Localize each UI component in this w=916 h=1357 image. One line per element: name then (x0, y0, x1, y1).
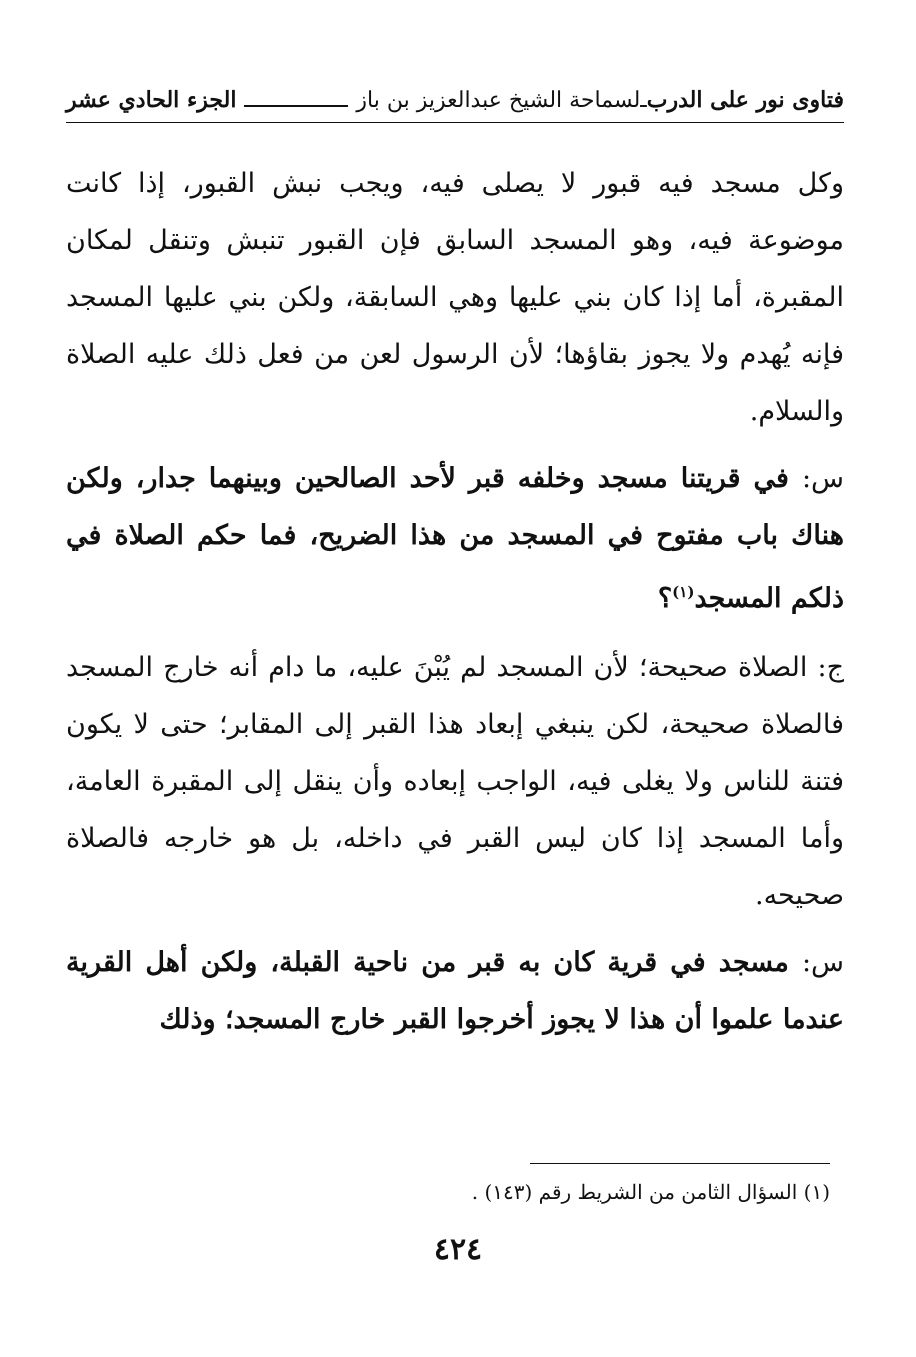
header-book-title: فتاوى نور على الدرب (646, 87, 844, 113)
question-1-text: في قريتنا مسجد وخلفه قبر لأحد الصالحين وبينهما جدار، ولكن هناك باب مفتوح في المسجد من هذا الضريح، فما حكم الصلاة في ذلكم المسجد (66, 463, 844, 614)
header-divider (66, 122, 844, 123)
header-separator: ـ (640, 87, 647, 113)
question-mark: ؟ (657, 583, 673, 614)
page-body (66, 155, 844, 1048)
answer-1-text: الصلاة صحيحة؛ لأن المسجد لم يُبْنَ عليه، ما دام أنه خارج المسجد فالصلاة صحيحة، لكن ينبغي إبعاد هذا القبر إلى المقابر؛ حتى لا يكون فتنة للناس ولا يغلى فيه، الواجب إبعاده وأن ينقل إلى المقبرة العامة، وأما المسجد إذا كان ليس القبر في داخله، بل هو خارجه فالصلاة صحيحه. (66, 652, 844, 911)
paragraph-continuation: وكل مسجد فيه قبور لا يصلى فيه، ويجب نبش القبور، إذا كانت موضوعة فيه، وهو المسجد السابق فإن القبور تنبش وتنقل لمكان المقبرة، أما إذا كان بني عليها وهي السابقة، ولكن بني عليها المسجد فإنه يُهدم ولا يجوز بقاؤها؛ لأن الرسول لعن من فعل ذلك عليه الصلاة والسلام. (66, 168, 844, 427)
question-1 (66, 450, 844, 627)
running-header (66, 80, 844, 120)
header-author: لسماحة الشيخ عبدالعزيز بن باز (356, 87, 641, 113)
footnote: (١) السؤال الثامن من الشريط رقم (١٤٣) . (471, 1180, 830, 1204)
page-number: ٤٢٤ (433, 1232, 483, 1267)
question-label: س: (801, 463, 844, 494)
question-label: س: (801, 947, 845, 978)
footnote-divider (530, 1163, 830, 1164)
header-volume: الجزء الحادي عشر (66, 87, 237, 113)
footnote-reference: (١) (672, 583, 695, 601)
answer-1 (66, 639, 844, 924)
answer-label: ج: (817, 652, 844, 683)
header-rule (244, 93, 348, 107)
question-2-text: مسجد في قرية كان به قبر من ناحية القبلة، ولكن أهل القرية عندما علموا أن هذا لا يجوز أخرجوا القبر خارج المسجد؛ وذلك (66, 947, 844, 1035)
question-2 (66, 934, 844, 1048)
